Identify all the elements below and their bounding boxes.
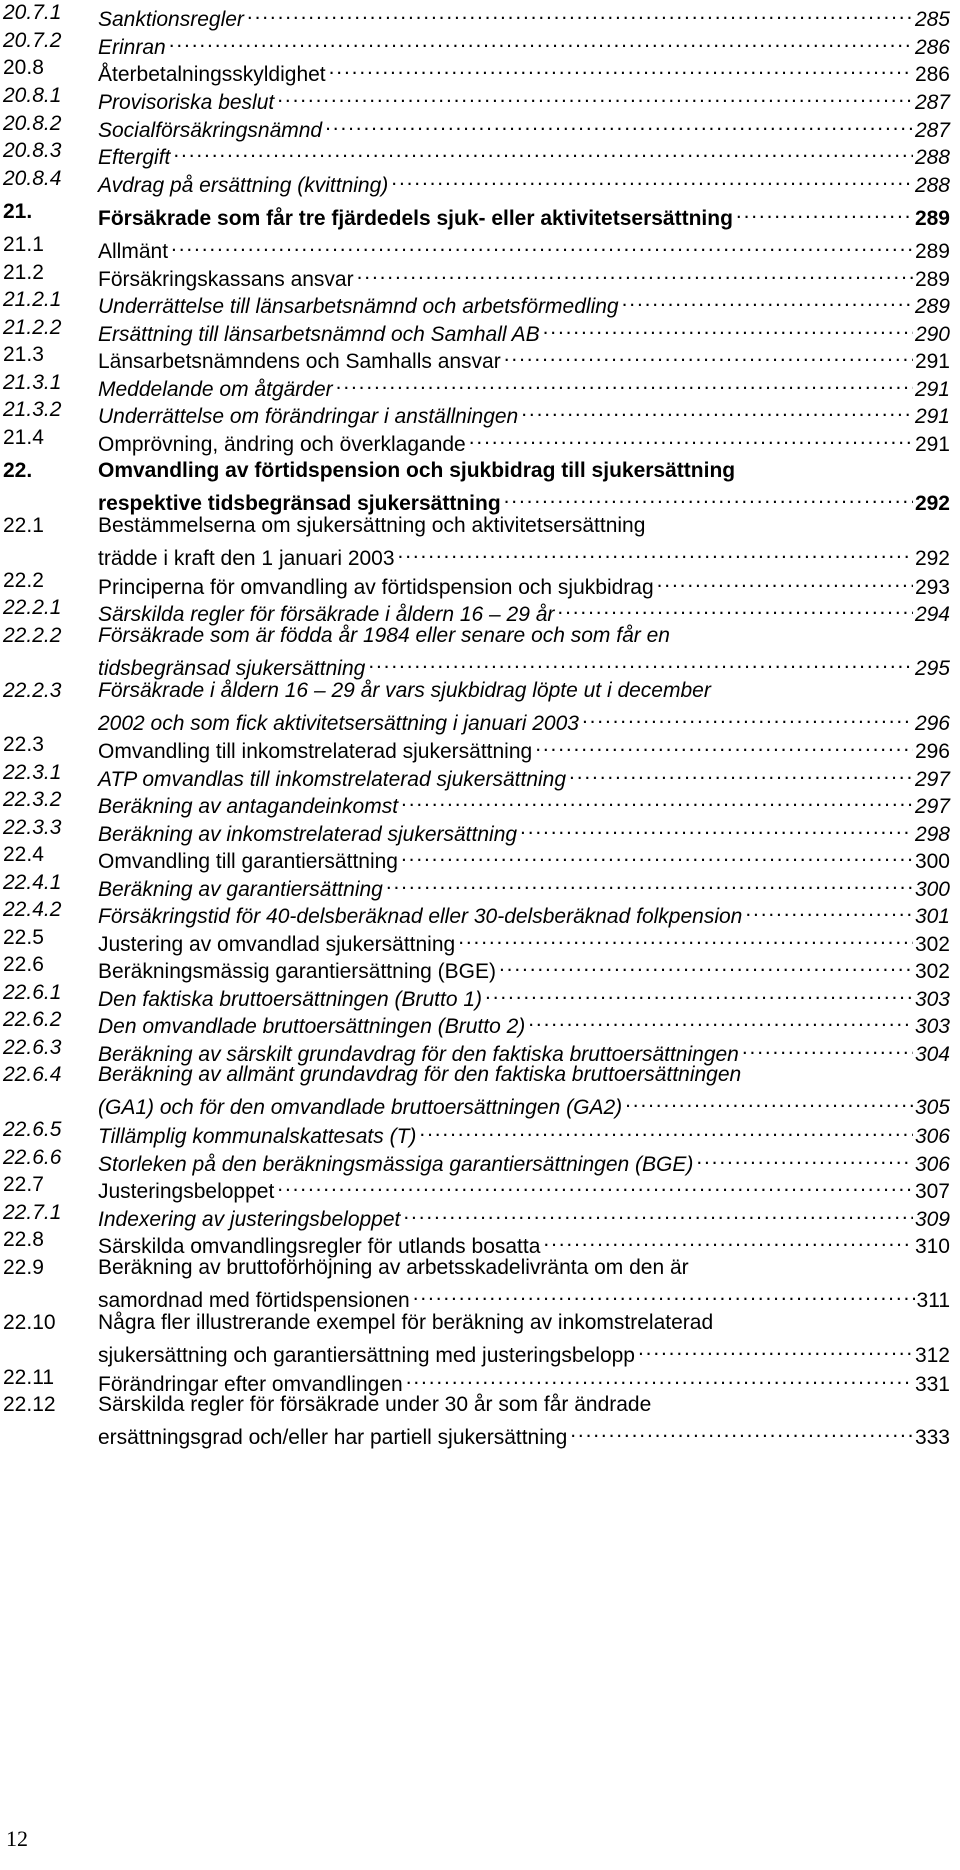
toc-entry-title: Beräkning av garantiersättning — [98, 878, 383, 901]
dot-leader — [386, 870, 913, 896]
toc-entry-page: 310 — [914, 1235, 950, 1258]
toc-entry-page: 297 — [914, 795, 950, 818]
toc-entry-title: Erinran — [98, 36, 166, 59]
toc-entry-number: 21.2 — [3, 261, 44, 284]
toc-entry-number: 22.4.1 — [3, 871, 62, 894]
toc-entry-title: Tillämplig kommunalskattesats (T) — [98, 1125, 417, 1148]
toc-entry-number: 21.3.1 — [3, 371, 62, 394]
toc-entry-page: 303 — [914, 1015, 950, 1038]
dot-leader — [401, 787, 913, 813]
toc-entry-number: 22.6.5 — [3, 1118, 62, 1141]
toc-entry-title: Omvandling av förtidspension och sjukbidrag till sjukersättning — [98, 459, 736, 482]
toc-entry-page: 300 — [914, 878, 950, 901]
toc-entry-title: Principerna för omvandling av förtidspension och sjukbidrag — [98, 576, 654, 599]
toc-entry-page: 302 — [914, 960, 950, 983]
dot-leader — [745, 897, 913, 923]
toc-entry-title: Försäkrade som får tre fjärdedels sjuk- eller aktivitetsersättning — [98, 207, 733, 230]
dot-leader — [458, 925, 913, 951]
toc-entry-title: Underrättelse till länsarbetsnämnd och arbetsförmedling — [98, 295, 619, 318]
dot-leader — [557, 595, 913, 621]
dot-leader — [543, 1227, 913, 1253]
toc-entry-title: Särskilda regler för försäkrade under 30 år som får ändrade — [98, 1393, 652, 1416]
toc-entry-number: 22.8 — [3, 1228, 44, 1251]
toc-entry-number: 22.4.2 — [3, 898, 62, 921]
toc-entry-number: 20.8 — [3, 56, 44, 79]
page-number: 12 — [6, 1826, 28, 1851]
toc-entry-title: Justeringsbeloppet — [98, 1180, 275, 1203]
toc-entry-number: 20.8.3 — [3, 139, 62, 162]
toc-entry-title: tidsbegränsad sjukersättning — [98, 657, 366, 680]
toc-entry-title: Förändringar efter omvandlingen — [98, 1373, 403, 1396]
toc-entry-number: 21.3 — [3, 343, 44, 366]
toc-entry-title: Omvandling till inkomstrelaterad sjukersättning — [98, 740, 533, 763]
toc-entry-page: 306 — [914, 1125, 950, 1148]
toc-entry-number: 20.7.2 — [3, 29, 62, 52]
dot-leader — [520, 815, 913, 841]
dot-leader — [173, 138, 913, 164]
toc-entry-number: 20.8.2 — [3, 112, 62, 135]
toc-entry-number: 22.6 — [3, 953, 44, 976]
toc-entry-title: Beräkning av bruttoförhöjning av arbetsskadelivränta om den är — [98, 1256, 689, 1279]
toc-entry-page: 289 — [914, 295, 950, 318]
toc-entry-title: Omprövning, ändring och överklagande — [98, 433, 466, 456]
dot-leader — [528, 1007, 913, 1033]
toc-entry-page: 301 — [914, 905, 950, 928]
toc-entry-number: 22.7.1 — [3, 1201, 62, 1224]
toc-entry-number: 20.8.4 — [3, 167, 62, 190]
toc-entry-title: Bestämmelserna om sjukersättning och aktivitetsersättning — [98, 514, 646, 537]
toc-entry-title: Beräkning av allmänt grundavdrag för den faktiska bruttoersättningen — [98, 1063, 742, 1086]
toc-entry-page: 290 — [914, 323, 950, 346]
toc-entry-number: 21.4 — [3, 426, 44, 449]
toc-entry-number: 21. — [3, 200, 33, 223]
toc-entry-page: 286 — [914, 36, 950, 59]
dot-leader — [521, 397, 913, 423]
dot-leader — [736, 199, 913, 225]
dot-leader — [638, 1336, 913, 1362]
dot-leader — [398, 539, 913, 565]
toc-entry-page: 291 — [914, 378, 950, 401]
dot-leader — [406, 1365, 913, 1391]
toc-entry-title: Storleken på den beräkningsmässiga garantiersättningen (BGE) — [98, 1153, 694, 1176]
toc-entry-page: 286 — [914, 63, 950, 86]
toc-entry-title: Återbetalningsskyldighet — [98, 63, 326, 86]
toc-entry-page: 298 — [914, 823, 950, 846]
toc-entry-number: 22.6.3 — [3, 1036, 62, 1059]
dot-leader — [171, 232, 913, 258]
toc-entry-number: 22.2 — [3, 569, 44, 592]
toc-entry-title: trädde i kraft den 1 januari 2003 — [98, 547, 395, 570]
toc-entry-title: (GA1) och för den omvandlade bruttoersättningen (GA2) — [98, 1096, 623, 1119]
toc-entry-number: 22.1 — [3, 514, 44, 537]
toc-entry-number: 22.9 — [3, 1256, 44, 1279]
toc-entry-number: 22.7 — [3, 1173, 44, 1196]
toc-entry-title: Ersättning till länsarbetsnämnd och Samhall AB — [98, 323, 540, 346]
dot-leader — [413, 1281, 915, 1307]
dot-leader — [504, 484, 913, 510]
toc-entry-page: 312 — [914, 1344, 950, 1367]
toc-entry-title: Socialförsäkringsnämnd — [98, 119, 323, 142]
toc-entry-number: 22.6.4 — [3, 1063, 62, 1086]
toc-entry-title: Indexering av justeringsbeloppet — [98, 1208, 401, 1231]
toc-entry-page: 300 — [914, 850, 950, 873]
toc-entry-number: 22.5 — [3, 926, 44, 949]
toc-entry-page: 307 — [914, 1180, 950, 1203]
toc-entry-number: 21.2.2 — [3, 316, 62, 339]
dot-leader — [401, 842, 913, 868]
toc-entry-title: Försäkringskassans ansvar — [98, 268, 354, 291]
dot-leader — [499, 952, 913, 978]
toc-entry-title: Beräkning av särskilt grundavdrag för den faktiska bruttoersättningen — [98, 1043, 739, 1066]
dot-leader — [277, 83, 913, 109]
toc-entry-title: sjukersättning och garantiersättning med justeringsbelopp — [98, 1344, 635, 1367]
toc-entry-page: 285 — [914, 8, 950, 31]
dot-leader — [742, 1035, 913, 1061]
toc-entry-page: 305 — [914, 1096, 950, 1119]
dot-leader — [535, 732, 913, 758]
toc-entry-number: 22.11 — [3, 1366, 54, 1389]
toc-entry-page: 303 — [914, 988, 950, 1011]
dot-leader — [570, 1418, 913, 1444]
dot-leader — [336, 370, 913, 396]
toc-entry-page: 289 — [914, 268, 950, 291]
dot-leader — [625, 1088, 913, 1114]
toc-entry-page: 292 — [914, 547, 950, 570]
toc-entry-page: 306 — [914, 1153, 950, 1176]
toc-entry-title: Meddelande om åtgärder — [98, 378, 333, 401]
toc-entry-number: 20.8.1 — [3, 84, 62, 107]
toc-entry-title: Försäkrade i åldern 16 – 29 år vars sjukbidrag löpte ut i december — [98, 679, 711, 702]
toc-entry-page: 288 — [914, 174, 950, 197]
toc-entry-title: Underrättelse om förändringar i anställningen — [98, 405, 519, 428]
toc-entry-title: Beräkningsmässig garantiersättning (BGE) — [98, 960, 497, 983]
dot-leader — [329, 55, 913, 81]
toc-entry-page: 292 — [914, 492, 950, 515]
toc-entry-number: 22. — [3, 459, 33, 482]
toc-entry-page: 296 — [914, 740, 950, 763]
toc-entry-page: 333 — [914, 1426, 950, 1449]
toc-entry-number: 22.3.2 — [3, 788, 62, 811]
toc-entry-number: 22.2.2 — [3, 624, 62, 647]
toc-entry-number: 22.2.1 — [3, 596, 62, 619]
toc-entry-page: 291 — [914, 433, 950, 456]
toc-entry-title: Särskilda regler för försäkrade i åldern 16 – 29 år — [98, 603, 555, 626]
dot-leader — [485, 980, 913, 1006]
toc-entry-page: 291 — [914, 350, 950, 373]
toc-entry-title: Några fler illustrerande exempel för beräkning av inkomstrelaterad — [98, 1311, 714, 1334]
toc-entry-page: 331 — [914, 1373, 950, 1396]
toc-entry-page: 304 — [914, 1043, 950, 1066]
toc-entry-title: 2002 och som fick aktivitetsersättning i januari 2003 — [98, 712, 579, 735]
dot-leader — [696, 1145, 913, 1171]
toc-entry-number: 22.3 — [3, 733, 44, 756]
toc-entry-title: Justering av omvandlad sjukersättning — [98, 933, 456, 956]
dot-leader — [469, 425, 913, 451]
toc-entry-page: 302 — [914, 933, 950, 956]
toc-entry-page: 297 — [914, 768, 950, 791]
toc-entry-title: Sanktionsregler — [98, 8, 244, 31]
toc-entry-title: Beräkning av inkomstrelaterad sjukersättning — [98, 823, 518, 846]
toc-entry-page: 287 — [914, 119, 950, 142]
toc-entry-page: 294 — [914, 603, 950, 626]
toc-entry-page: 289 — [914, 207, 950, 230]
dot-leader — [403, 1200, 913, 1226]
toc-entry-number: 21.3.2 — [3, 398, 62, 421]
toc-entry-number: 22.6.1 — [3, 981, 62, 1004]
toc-entry-number: 22.6.6 — [3, 1146, 62, 1169]
dot-leader — [325, 111, 913, 137]
toc-entry-title: Allmänt — [98, 240, 169, 263]
toc-entry-number: 22.3.3 — [3, 816, 62, 839]
toc-entry-title: Den omvandlade bruttoersättningen (Brutto 2) — [98, 1015, 526, 1038]
toc-entry-title: Avdrag på ersättning (kvittning) — [98, 174, 389, 197]
toc-entry-page: 309 — [914, 1208, 950, 1231]
toc-entry-number: 22.12 — [3, 1393, 56, 1416]
toc-entry-page: 311 — [916, 1289, 950, 1312]
toc-entry-number: 22.2.3 — [3, 679, 62, 702]
toc-entry-page: 296 — [914, 712, 950, 735]
toc-entry-number: 22.10 — [3, 1311, 56, 1334]
toc-entry-number: 22.3.1 — [3, 761, 62, 784]
toc-entry-title: Beräkning av antagandeinkomst — [98, 795, 399, 818]
toc-entry-title: Försäkringstid för 40-delsberäknad eller 30-delsberäknad folkpension — [98, 905, 743, 928]
toc-entry-page: 287 — [914, 91, 950, 114]
toc-entry-title: Eftergift — [98, 146, 171, 169]
toc-entry-page: 293 — [914, 576, 950, 599]
dot-leader — [247, 0, 913, 26]
dot-leader — [504, 342, 913, 368]
dot-leader — [582, 704, 913, 730]
dot-leader — [569, 760, 913, 786]
toc-entry-number: 22.4 — [3, 843, 44, 866]
dot-leader — [277, 1172, 913, 1198]
toc-entry-page: 291 — [914, 405, 950, 428]
toc-entry-number: 21.1 — [3, 233, 44, 256]
toc-entry-title: Provisoriska beslut — [98, 91, 275, 114]
toc-entry-title: Försäkrade som är födda år 1984 eller senare och som får en — [98, 624, 670, 647]
dot-leader — [391, 166, 913, 192]
dot-leader — [543, 315, 913, 341]
dot-leader — [368, 649, 913, 675]
dot-leader — [622, 287, 913, 313]
dot-leader — [657, 568, 913, 594]
toc-entry-page: 288 — [914, 146, 950, 169]
toc-entry-page: 295 — [914, 657, 950, 680]
toc-entry-title: respektive tidsbegränsad sjukersättning — [98, 492, 501, 515]
toc-entry-page: 289 — [914, 240, 950, 263]
toc-entry-number: 22.6.2 — [3, 1008, 62, 1031]
dot-leader — [169, 28, 913, 54]
toc-entry-title: Särskilda omvandlingsregler för utlands bosatta — [98, 1235, 541, 1258]
toc-entry-number: 21.2.1 — [3, 288, 62, 311]
dot-leader — [419, 1117, 913, 1143]
toc-entry-title: ATP omvandlas till inkomstrelaterad sjukersättning — [98, 768, 567, 791]
toc-entry-title: Länsarbetsnämndens och Samhalls ansvar — [98, 350, 501, 373]
toc-entry-number: 20.7.1 — [3, 1, 62, 24]
toc-entry-title: Den faktiska bruttoersättningen (Brutto 1) — [98, 988, 483, 1011]
toc-entry-title: ersättningsgrad och/eller har partiell sjukersättning — [98, 1426, 568, 1449]
toc-entry-title: samordnad med förtidspensionen — [98, 1289, 410, 1312]
dot-leader — [357, 260, 913, 286]
toc-entry-title: Omvandling till garantiersättning — [98, 850, 398, 873]
